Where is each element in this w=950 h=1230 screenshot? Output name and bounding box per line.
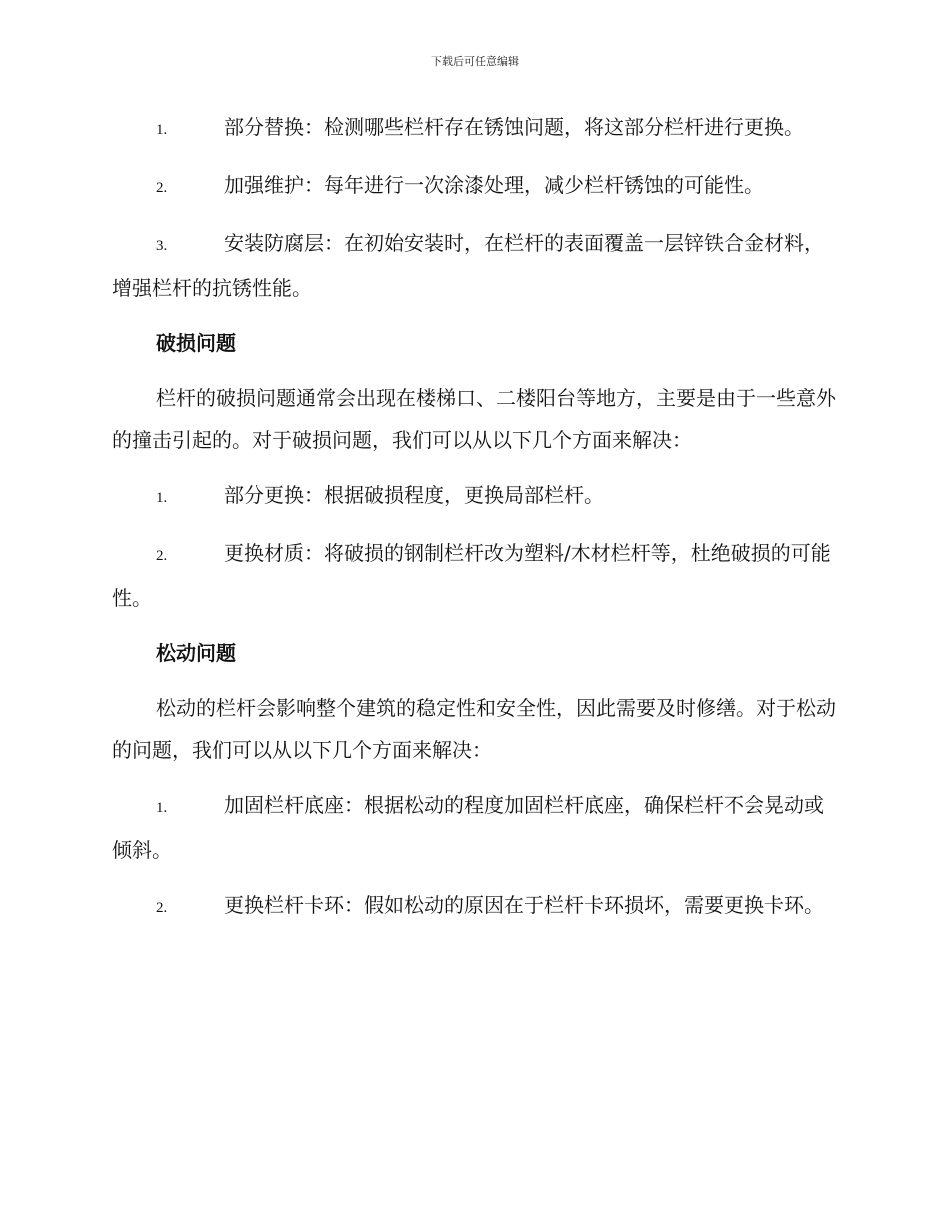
list-number: 2. <box>156 180 168 196</box>
list-item <box>112 106 836 151</box>
list-number: 3. <box>156 238 168 254</box>
list-number: 1. <box>156 122 168 138</box>
list-item <box>112 884 836 929</box>
section-heading-loose: 松动问题 <box>156 641 236 665</box>
paragraph: 松动的栏杆会影响整个建筑的稳定性和安全性，因此需要及时修缮。对于松动的问题，我们可以从以下几个方面来解决： <box>112 696 836 762</box>
list-item-text: 加强维护：每年进行一次涂漆处理，减少栏杆锈蚀的可能性。 <box>224 173 764 197</box>
list-item <box>112 784 836 871</box>
section-heading-damage: 破损问题 <box>156 331 236 355</box>
list-item-text: 部分更换：根据破损程度，更换局部栏杆。 <box>224 483 604 507</box>
list-item <box>112 532 836 619</box>
list-number: 2. <box>156 900 168 916</box>
list-number: 1. <box>156 800 168 816</box>
document-body <box>112 106 836 942</box>
list-item-text: 更换材质：将破损的钢制栏杆改为塑料/木材栏杆等，杜绝破损的可能性。 <box>112 541 831 610</box>
list-item-text: 部分替换：检测哪些栏杆存在锈蚀问题，将这部分栏杆进行更换。 <box>224 115 804 139</box>
list-item <box>112 164 836 209</box>
list-item <box>112 222 836 309</box>
page-header: 下载后可任意编辑 <box>431 55 519 68</box>
paragraph: 栏杆的破损问题通常会出现在楼梯口、二楼阳台等地方，主要是由于一些意外的撞击引起的。对于破损问题，我们可以从以下几个方面来解决： <box>112 386 836 452</box>
list-item-text: 安装防腐层：在初始安装时，在栏杆的表面覆盖一层锌铁合金材料，增强栏杆的抗锈性能。 <box>112 231 824 300</box>
list-number: 1. <box>156 490 168 506</box>
list-number: 2. <box>156 548 168 564</box>
list-item <box>112 474 836 519</box>
list-item-text: 更换栏杆卡环：假如松动的原因在于栏杆卡环损坏，需要更换卡环。 <box>224 893 824 917</box>
list-item-text: 加固栏杆底座：根据松动的程度加固栏杆底座，确保栏杆不会晃动或倾斜。 <box>112 793 824 862</box>
